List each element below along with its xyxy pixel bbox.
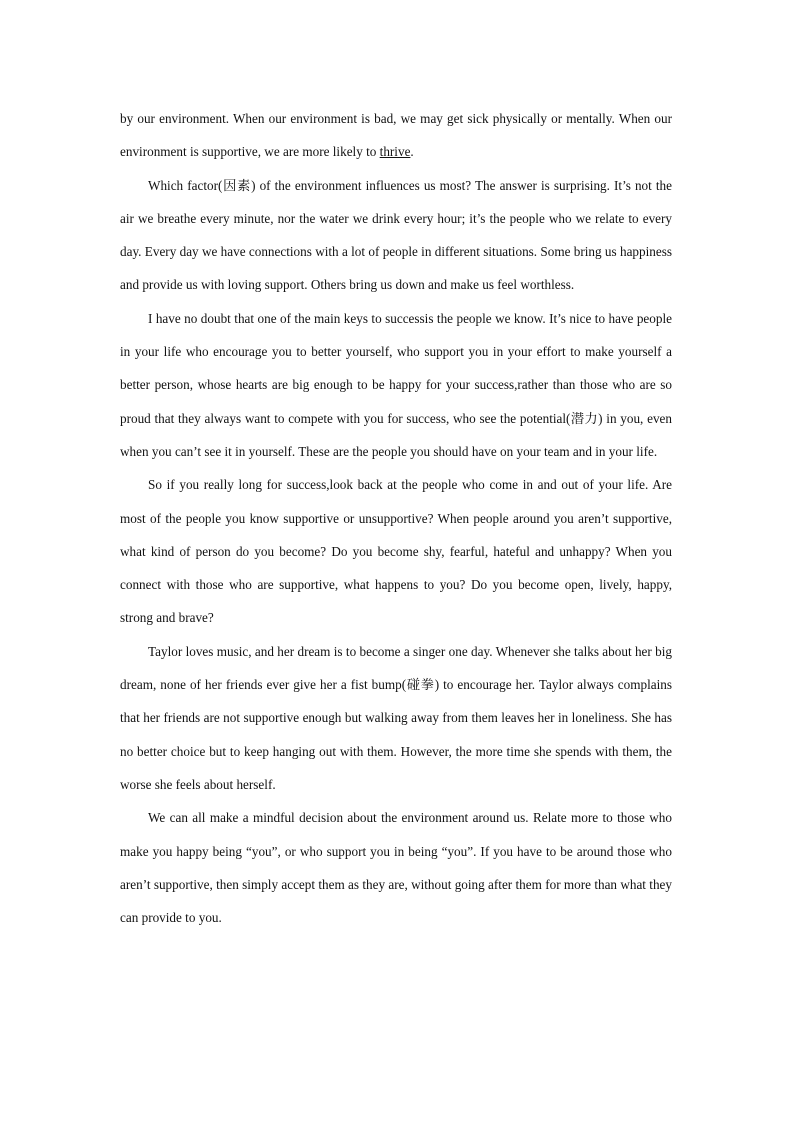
underlined-word: thrive [379,144,411,160]
paragraph-1 [120,102,672,169]
document-body [120,102,672,934]
paragraph-3: I have no doubt that one of the main keys to successis the people we know. It’s nice to have people in your life who encourage you to better yourself, who support you in your effort to make yourself a better person, whose hearts are big enough to be happy for your success,rather than those who are so proud that they always want to compete with you for success, who see the potential(潜力) in you, even when you can’t see it in yourself. These are the people you should have on your team and in your life. [120,310,672,459]
paragraph-6: We can all make a mindful decision about the environment around us. Relate more to those who make you happy being “you”, or who support you in being “you”. If you have to be around those who aren’t supportive, then simply accept them as they are, without going after them for more than what they can provide to you. [120,810,672,926]
paragraph-5: Taylor loves music, and her dream is to become a singer one day. Whenever she talks about her big dream, none of her friends ever give her a fist bump(碰拳) to encourage her. Taylor always complains that her friends are not supportive enough but walking away from them leaves her in loneliness. She has no better choice but to keep hanging out with them. However, the more time she spends with them, the worse she feels about herself. [120,643,672,792]
paragraph-2: Which factor(因素) of the environment influences us most? The answer is surprising. It’s not the air we breathe every minute, nor the water we drink every hour; it’s the people who we relate to every day. Every day we have connections with a lot of people in different situations. Some bring us happiness and provide us with loving support. Others bring us down and make us feel worthless. [120,177,672,293]
paragraph-1-text-a: by our environment. When our environment is bad, we may get sick physically or mentally. When our environment is supportive, we are more likely to [120,111,672,160]
paragraph-1-text-b: . [410,144,414,160]
paragraph-4: So if you really long for success,look back at the people who come in and out of your life. Are most of the people you know supportive or unsupportive? When people around you aren’t supportive, what kind of person do you become? Do you become shy, fearful, hateful and unhappy? When you connect with those who are supportive, what happens to you? Do you become open, lively, happy, strong and brave? [120,477,672,626]
